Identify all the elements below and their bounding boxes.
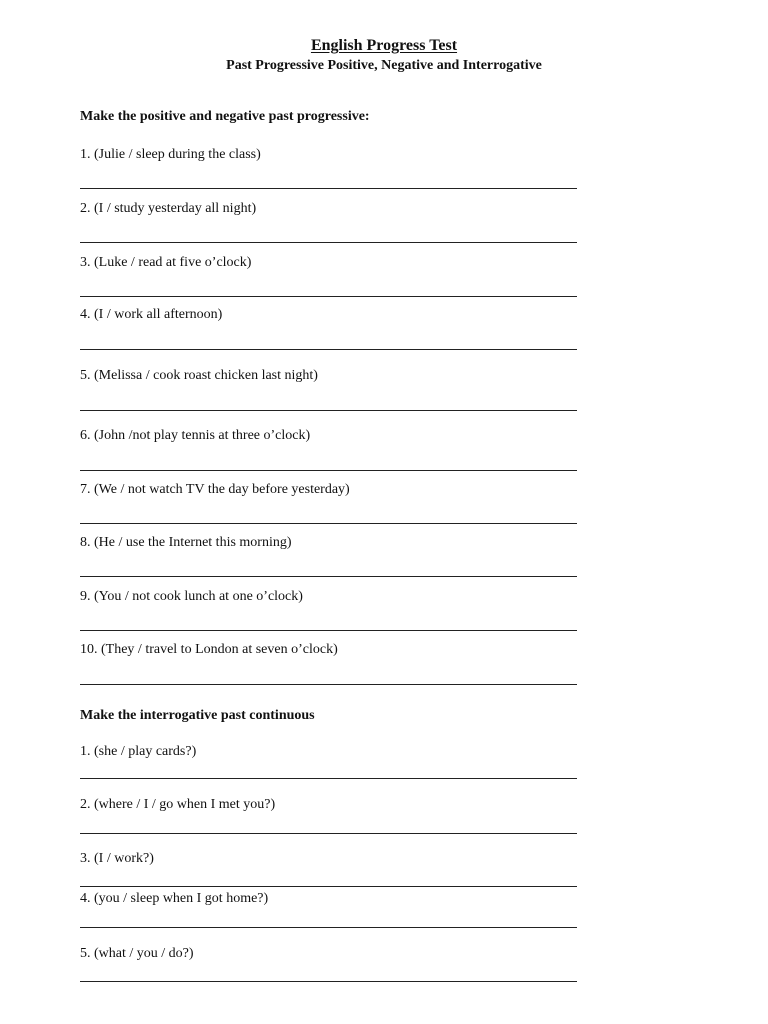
answer-line[interactable] [80, 684, 577, 685]
answer-line[interactable] [80, 927, 577, 928]
answer-line[interactable] [80, 523, 577, 524]
exercise-item: 2. (where / I / go when I met you?) [80, 797, 276, 812]
answer-line[interactable] [80, 778, 577, 779]
exercise-item: 2. (I / study yesterday all night) [80, 201, 257, 216]
answer-line[interactable] [80, 886, 577, 887]
exercise-item: 3. (I / work?) [80, 851, 154, 866]
exercise-item: 5. (what / you / do?) [80, 946, 194, 961]
exercise-item: 1. (she / play cards?) [80, 744, 197, 759]
answer-line[interactable] [80, 470, 577, 471]
answer-line[interactable] [80, 576, 577, 577]
section-heading-interrogative: Make the interrogative past continuous [80, 708, 315, 723]
section-heading-positive-negative: Make the positive and negative past progressive: [80, 109, 370, 124]
exercise-item: 3. (Luke / read at five o’clock) [80, 255, 252, 270]
answer-line[interactable] [80, 349, 577, 350]
exercise-item: 8. (He / use the Internet this morning) [80, 535, 292, 550]
exercise-item: 7. (We / not watch TV the day before yesterday) [80, 482, 350, 497]
answer-line[interactable] [80, 410, 577, 411]
exercise-item: 9. (You / not cook lunch at one o’clock) [80, 589, 303, 604]
answer-line[interactable] [80, 242, 577, 243]
exercise-item: 4. (you / sleep when I got home?) [80, 891, 269, 906]
exercise-item: 5. (Melissa / cook roast chicken last night) [80, 368, 318, 383]
answer-line[interactable] [80, 981, 577, 982]
page-title: English Progress Test [310, 37, 458, 54]
page-subtitle: Past Progressive Positive, Negative and Interrogative [226, 58, 542, 73]
exercise-item: 4. (I / work all afternoon) [80, 307, 223, 322]
answer-line[interactable] [80, 188, 577, 189]
exercise-item: 6. (John /not play tennis at three o’clock) [80, 428, 311, 443]
answer-line[interactable] [80, 630, 577, 631]
exercise-item: 1. (Julie / sleep during the class) [80, 147, 261, 162]
answer-line[interactable] [80, 833, 577, 834]
answer-line[interactable] [80, 296, 577, 297]
exercise-item: 10. (They / travel to London at seven o’clock) [80, 642, 338, 657]
